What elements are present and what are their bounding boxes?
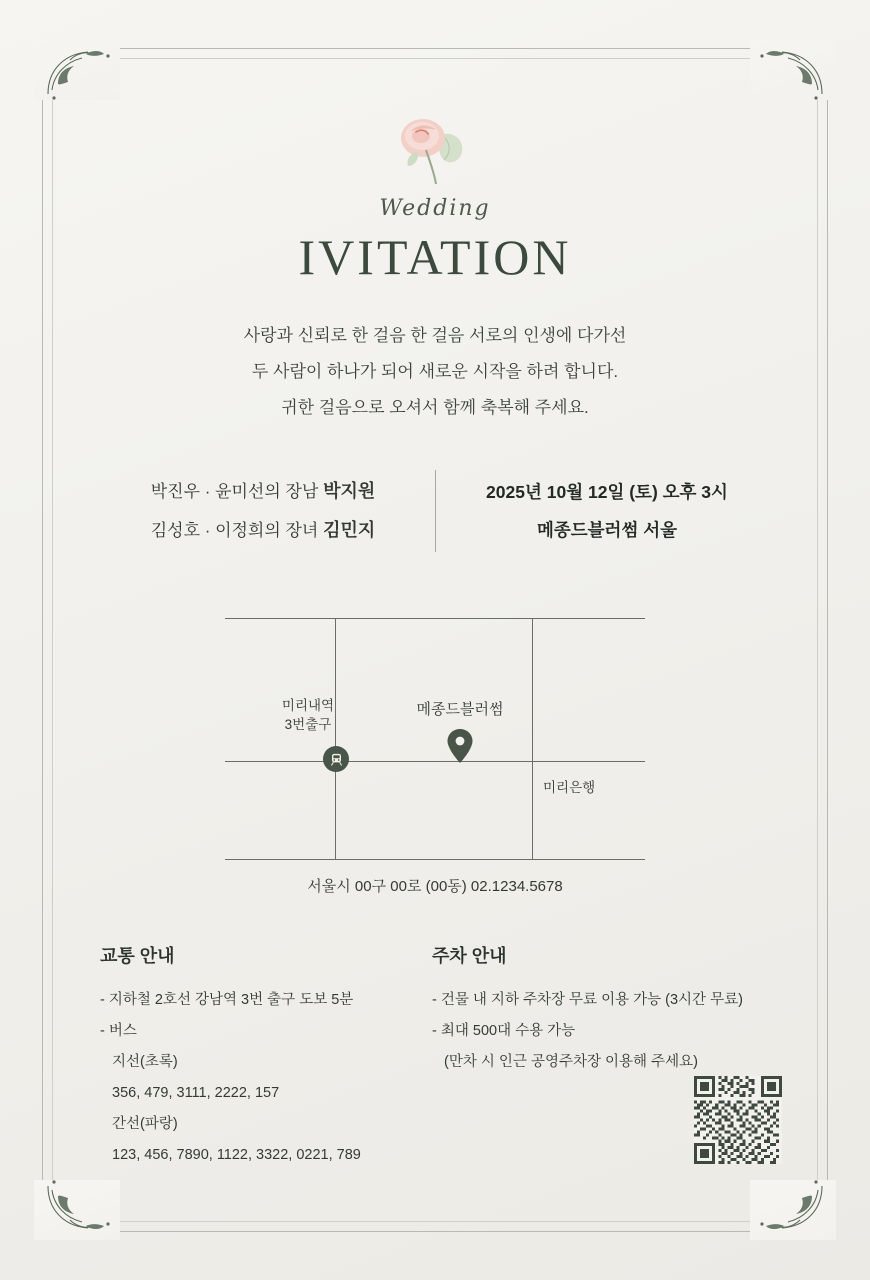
family-block [96, 472, 431, 550]
map-label-station [253, 696, 363, 734]
bride-line [96, 511, 431, 550]
transport-section [100, 942, 430, 1174]
script-word: Wedding [379, 196, 491, 221]
rose-flower-icon [380, 110, 490, 185]
transport-line-bus: - 버스 [100, 1023, 137, 1039]
event-block [440, 473, 775, 549]
invitation-content [70, 70, 800, 1210]
bus-group-label-2: 간선(파랑) [112, 1116, 178, 1132]
bus-group-numbers-1: 356, 479, 3111, 2222, 157 [112, 1085, 280, 1101]
greeting-line-3: 귀한 걸음으로 오셔서 함께 축복해 주세요. [281, 398, 589, 417]
groom-parents: 박진우 · 윤미선의 장남 [150, 482, 319, 501]
event-venue: 메종드블러썸 서울 [536, 520, 678, 540]
map-road-vertical-left [335, 618, 336, 860]
groom-name: 박지원 [323, 481, 376, 501]
map-pin-icon [446, 728, 474, 764]
map-road-horizontal-bottom [225, 859, 645, 860]
station-exit: 3번출구 [284, 717, 332, 732]
bride-parents: 김성호 · 이정희의 장녀 [150, 521, 319, 540]
groom-line [96, 472, 431, 511]
map-road-vertical-right [532, 618, 533, 860]
parking-line-3: (만차 시 인근 공영주차장 이용해 주세요) [444, 1054, 698, 1070]
family-and-event-row [70, 470, 800, 552]
parking-section [432, 942, 772, 1081]
station-name: 미리내역 [281, 698, 335, 713]
parking-line-2: - 최대 500대 수용 가능 [432, 1023, 576, 1039]
greeting-line-1: 사랑과 신뢰로 한 걸음 한 걸음 서로의 인생에 다가선 [243, 326, 627, 345]
map-road-horizontal-middle [225, 761, 645, 762]
map-road-horizontal-top [225, 618, 645, 619]
map-label-bank: 미리은행 [543, 780, 596, 795]
parking-line-1: - 건물 내 지하 주차장 무료 이용 가능 (3시간 무료) [432, 992, 743, 1008]
transport-line-subway: - 지하철 2호선 강남역 3번 출구 도보 5분 [100, 992, 354, 1008]
vertical-divider [435, 470, 436, 552]
greeting-line-2: 두 사람이 하나가 되어 새로운 시작을 하려 합니다. [251, 362, 619, 381]
qr-code[interactable] [694, 1076, 782, 1164]
page-title: IVITATION [298, 229, 572, 285]
subway-station-icon [323, 746, 349, 772]
parking-heading: 주차 안내 [432, 946, 507, 966]
venue-address: 서울시 00구 00로 (00동) 02.1234.5678 [307, 878, 563, 895]
bride-name: 김민지 [323, 520, 376, 540]
transport-heading: 교통 안내 [100, 946, 175, 966]
bus-group-label-1: 지선(초록) [112, 1054, 178, 1070]
location-map[interactable] [225, 618, 645, 860]
greeting-text [70, 318, 800, 426]
event-datetime: 2025년 10월 12일 (토) 오후 3시 [486, 482, 728, 502]
bus-group-numbers-2: 123, 456, 7890, 1122, 3322, 0221, 789 [112, 1147, 361, 1163]
map-label-venue: 메종드블러썸 [416, 701, 504, 718]
